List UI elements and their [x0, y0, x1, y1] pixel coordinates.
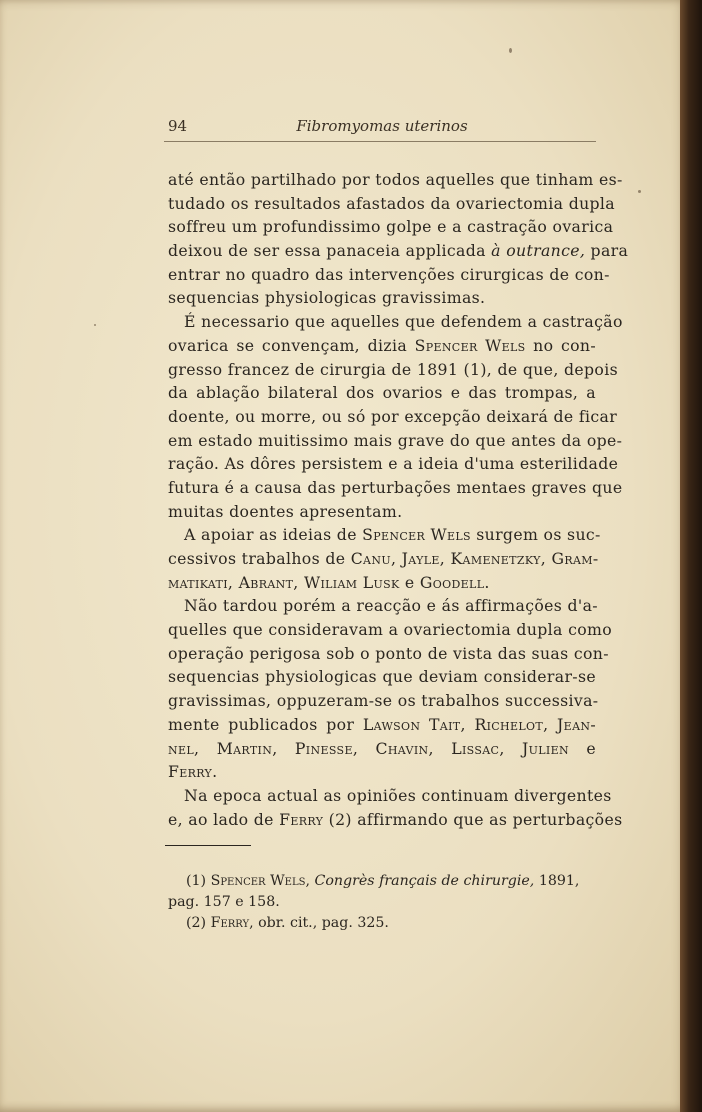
- footnote-line: [168, 871, 596, 892]
- italic-text: Congrès français de chirurgie,: [314, 873, 535, 889]
- text-run: e: [399, 572, 420, 592]
- author-name: Canu: [350, 549, 391, 568]
- text-run: (2) affirmando que as perturbações: [323, 809, 623, 829]
- text-run: soffreu um profundissimo golpe e a castração ovarica: [168, 217, 614, 237]
- footnote-line: [168, 913, 596, 934]
- text-run: para: [585, 241, 629, 261]
- text-line: [168, 310, 623, 334]
- text-line: [168, 500, 596, 524]
- text-run: É necessario que aquelles que defendem a castração: [184, 312, 623, 332]
- text-line: [168, 381, 596, 405]
- text-line: [168, 760, 596, 784]
- text-line: [168, 713, 596, 737]
- text-run: ,: [352, 738, 376, 758]
- author-name: matikati: [168, 572, 228, 592]
- footnote: [168, 913, 596, 934]
- text-run: futura é a causa das perturbações mentaes graves que: [168, 477, 623, 497]
- footnote-line: [168, 892, 596, 913]
- text-line: [168, 239, 629, 263]
- text-run: entrar no quadro das intervenções cirurgicas de con-: [168, 264, 610, 284]
- text-run: ,: [543, 714, 558, 734]
- text-line: [168, 168, 623, 192]
- text-run: em estado muitissimo mais grave do que antes da ope-: [168, 430, 623, 450]
- page-header: [168, 117, 596, 139]
- text-line: [168, 192, 616, 216]
- text-line: [168, 452, 619, 476]
- author-name: Martin: [216, 738, 273, 758]
- text-run: da ablação bilateral dos ovarios e das trompas, a: [168, 383, 596, 403]
- text-run: .: [484, 572, 490, 592]
- paragraph: [168, 310, 623, 523]
- text-line: [168, 784, 612, 808]
- paragraph: [168, 168, 629, 310]
- text-run: ,: [540, 549, 552, 568]
- italic-text: à outrance,: [491, 241, 586, 261]
- footnote: [168, 871, 596, 913]
- text-line: [168, 618, 613, 642]
- text-run: ,: [272, 738, 295, 758]
- text-run: gresso francez de cirurgia de 1891 (1), de que, depois: [168, 359, 618, 379]
- text-run: (1): [186, 873, 211, 889]
- text-run: , obr. cit., pag. 325.: [249, 915, 389, 931]
- text-run: ,: [460, 714, 475, 734]
- text-run: quelles que consideravam a ovariectomia dupla como: [168, 620, 613, 640]
- text-line: [168, 405, 618, 429]
- text-run: sequencias physiologicas que deviam considerar-se: [168, 667, 596, 687]
- text-line: [168, 642, 609, 666]
- text-run: ,: [293, 572, 304, 592]
- author-name: Richelot: [474, 714, 544, 734]
- text-run: surgem os suc-: [470, 525, 601, 545]
- author-name: Spencer Wels: [362, 525, 471, 545]
- text-run: muitas doentes apresentam.: [168, 501, 403, 521]
- text-run: ,: [499, 738, 523, 758]
- author-name: Kamenetzky: [450, 549, 541, 568]
- paper-speck: [638, 190, 641, 193]
- text-run: operação perigosa sob o ponto de vista das suas con-: [168, 643, 609, 663]
- paper-speck: [94, 324, 96, 326]
- text-line: [168, 358, 618, 382]
- text-line: [168, 689, 599, 713]
- text-run: mente publicados por: [168, 714, 363, 734]
- running-title: Fibromyomas uterinos: [296, 117, 468, 135]
- text-run: A apoiar as ideias de: [184, 525, 363, 545]
- paragraph: [168, 784, 623, 831]
- text-run: ração. As dôres persistem e a ideia d'uma esterilidade: [168, 454, 619, 474]
- body-text: [168, 168, 629, 831]
- text-line: [168, 594, 596, 618]
- author-name: Lissac: [451, 738, 500, 758]
- text-run: ,: [390, 549, 402, 568]
- text-run: ,: [305, 873, 315, 889]
- text-run: ,: [194, 738, 217, 758]
- text-line: [168, 547, 599, 571]
- text-run: tudado os resultados afastados da ovariectomia dupla: [168, 193, 616, 213]
- text-line: [168, 523, 601, 547]
- text-run: pag. 157 e 158.: [168, 894, 280, 910]
- text-run: ovarica se convençam, dizia: [168, 335, 415, 355]
- text-run: Não tardou porém a reacção e ás affirmações d'a-: [184, 596, 598, 616]
- text-run: até então partilhado por todos aquelles que tinham es-: [168, 170, 623, 189]
- author-name: nel: [168, 738, 195, 758]
- text-run: ,: [428, 738, 452, 758]
- text-run: sequencias physiologicas gravissimas.: [168, 288, 486, 308]
- text-line: [168, 665, 596, 689]
- author-name: Ferry: [210, 915, 250, 931]
- text-line: [168, 571, 596, 595]
- text-run: ,: [227, 572, 239, 592]
- author-name: Jayle: [401, 549, 440, 568]
- paragraph: [168, 523, 601, 594]
- text-run: (2): [186, 915, 211, 931]
- author-name: Pinesse: [294, 738, 353, 758]
- author-name: Spencer Wels: [414, 335, 526, 355]
- author-name: Goodell: [419, 572, 485, 592]
- footnotes: [168, 871, 596, 934]
- author-name: Ferry: [168, 762, 213, 782]
- text-run: deixou de ser essa panaceia applicada: [168, 241, 492, 261]
- book-spine: [680, 0, 702, 1112]
- text-line: [168, 429, 623, 453]
- text-run: 1891,: [534, 873, 580, 889]
- author-name: Chavin: [375, 738, 429, 758]
- author-name: Jean-: [557, 714, 596, 734]
- paragraph: [168, 594, 613, 784]
- text-run: Na epoca actual as opiniões continuam divergentes: [184, 785, 612, 805]
- text-line: [168, 476, 623, 500]
- text-line: [168, 215, 614, 239]
- text-line: [168, 263, 610, 287]
- text-line: [168, 737, 596, 761]
- text-run: cessivos trabalhos de: [168, 549, 351, 568]
- text-line: [168, 808, 623, 832]
- page-number: 94: [168, 117, 188, 135]
- author-name: Ferry: [279, 809, 324, 829]
- author-name: Lawson Tait: [362, 714, 461, 734]
- text-run: .: [212, 762, 218, 782]
- paper-speck: [509, 48, 512, 53]
- text-line: [168, 286, 596, 310]
- header-rule: [164, 141, 596, 142]
- author-name: Julien: [522, 738, 569, 758]
- author-name: Abrant: [238, 572, 294, 592]
- author-name: Gram-: [551, 549, 599, 568]
- text-run: e, ao lado de: [168, 809, 280, 829]
- text-run: no con-: [525, 335, 596, 355]
- text-run: gravissimas, oppuzeram-se os trabalhos successiva-: [168, 691, 599, 711]
- text-line: [168, 334, 596, 358]
- author-name: Spencer Wels: [210, 873, 306, 889]
- text-run: doente, ou morre, ou só por excepção deixará de ficar: [168, 406, 618, 426]
- footnote-rule: [165, 845, 251, 846]
- author-name: Wiliam Lusk: [303, 572, 400, 592]
- text-run: e: [568, 738, 596, 758]
- text-run: ,: [439, 549, 451, 568]
